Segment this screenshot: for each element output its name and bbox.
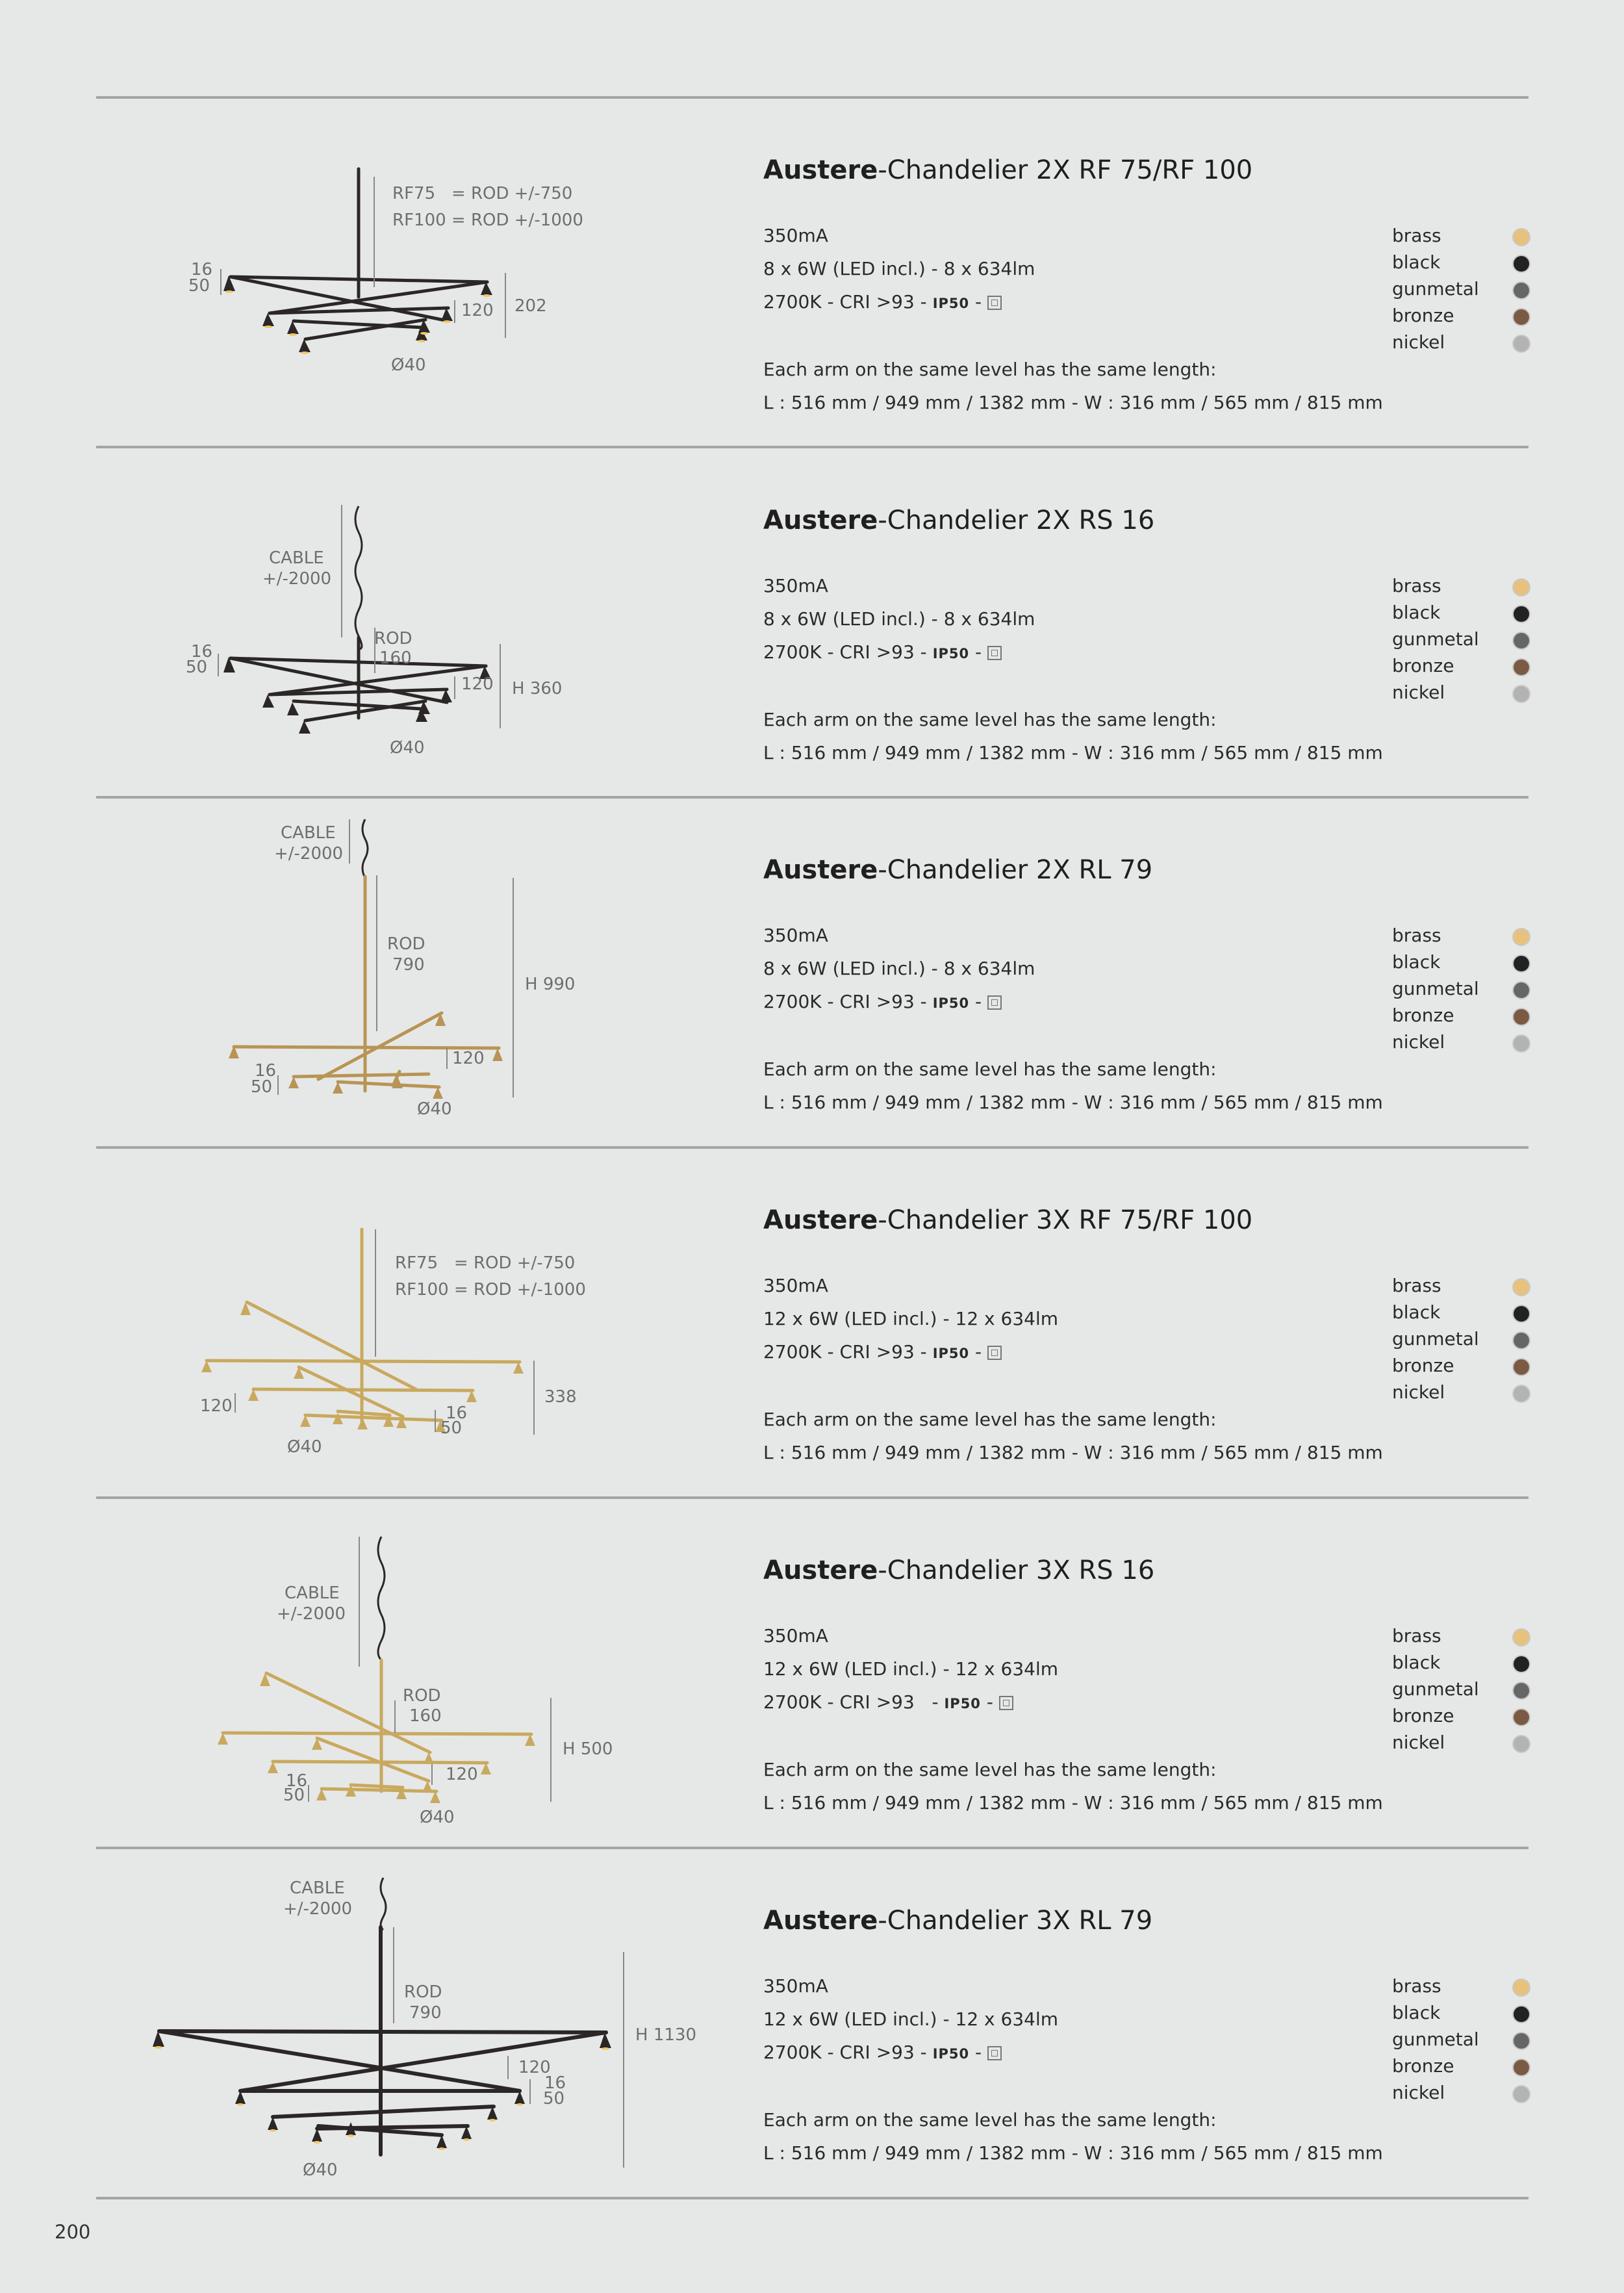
black-swatch (1512, 1655, 1530, 1673)
finish-gunmetal[interactable] (1392, 628, 1532, 654)
dim-label: 120 (518, 2058, 551, 2077)
finish-gunmetal[interactable] (1392, 1328, 1532, 1354)
product-drawing (0, 1149, 715, 1499)
ip-rating: IP50 (932, 995, 970, 1011)
dim-label: ROD (387, 934, 425, 954)
finish-label: black (1392, 951, 1441, 973)
product-title (763, 1906, 1152, 1936)
chandelier-2x-rl-drawing (0, 799, 715, 1149)
dim-label: Ø40 (287, 1437, 322, 1457)
product-section (0, 1499, 1624, 1849)
spec-note: Each arm on the same level has the same length: (763, 1409, 1217, 1430)
dim-label: CABLE (281, 823, 336, 843)
dim-label: 338 (544, 1387, 577, 1407)
finish-brass[interactable] (1392, 1975, 1532, 2001)
dim-label: 16 (446, 1403, 468, 1423)
nickel-swatch (1512, 685, 1530, 703)
finish-label: gunmetal (1392, 628, 1479, 650)
finish-label: black (1392, 251, 1441, 273)
spec-color-temp (763, 291, 1002, 313)
finish-nickel[interactable] (1392, 682, 1532, 708)
finish-label: bronze (1392, 1705, 1454, 1726)
dim-label: H 1130 (635, 2025, 696, 2045)
spec-cri: 2700K - CRI >93 - (763, 641, 933, 663)
brand-name: Austere (763, 155, 878, 185)
finish-gunmetal[interactable] (1392, 2029, 1532, 2055)
dim-label: CABLE (285, 1583, 340, 1603)
finish-label: brass (1392, 575, 1441, 596)
brand-name: Austere (763, 1906, 878, 1936)
product-title (763, 855, 1152, 885)
dim-label: Ø40 (303, 2160, 338, 2180)
product-title (763, 1205, 1252, 1235)
spec-current: 350mA (763, 1275, 828, 1296)
finish-bronze[interactable] (1392, 1705, 1532, 1731)
finish-nickel[interactable] (1392, 1732, 1532, 1758)
spec-note: Each arm on the same level has the same length: (763, 2109, 1217, 2131)
class-ii-icon (987, 646, 1002, 660)
ip-rating: IP50 (932, 2046, 970, 2062)
product-info (763, 1499, 1413, 1849)
spec-power: 12 x 6W (LED incl.) - 12 x 634lm (763, 1658, 1059, 1680)
product-section (0, 1849, 1624, 2199)
brand-name: Austere (763, 1556, 878, 1585)
dim-label: +/-2000 (277, 1604, 346, 1624)
product-drawing (0, 1499, 715, 1849)
spec-cri: 2700K - CRI >93 - (763, 991, 933, 1012)
dim-label: Ø40 (420, 1808, 455, 1827)
spec-cri: 2700K - CRI >93 - (763, 1341, 933, 1363)
nickel-swatch (1512, 1735, 1530, 1753)
finish-label: bronze (1392, 655, 1454, 676)
dim-label: 16 (286, 1771, 308, 1791)
product-info (763, 1849, 1413, 2199)
black-swatch (1512, 954, 1530, 973)
model-name: -Chandelier 3X RS 16 (878, 1556, 1155, 1585)
finish-label: nickel (1392, 1381, 1445, 1403)
finish-label: brass (1392, 225, 1441, 246)
chandelier-2x-rf-drawing (0, 99, 715, 449)
product-section (0, 449, 1624, 799)
spec-power: 8 x 6W (LED incl.) - 8 x 634lm (763, 958, 1035, 979)
finish-nickel[interactable] (1392, 2082, 1532, 2108)
dim-label: +/-2000 (283, 1899, 353, 1919)
dim-label: 50 (186, 658, 208, 677)
nickel-swatch (1512, 1385, 1530, 1403)
gunmetal-swatch (1512, 1682, 1530, 1700)
dim-label: CABLE (290, 1878, 345, 1898)
brass-swatch (1512, 928, 1530, 946)
finish-label: nickel (1392, 331, 1445, 353)
spec-color-temp (763, 1691, 1013, 1713)
finish-label: black (1392, 1301, 1441, 1323)
model-name: -Chandelier 2X RS 16 (878, 506, 1155, 535)
finish-label: gunmetal (1392, 2029, 1479, 2050)
brass-swatch (1512, 228, 1530, 246)
product-section (0, 799, 1624, 1149)
dim-label: Ø40 (417, 1099, 452, 1119)
finish-gunmetal[interactable] (1392, 978, 1532, 1004)
finish-black[interactable] (1392, 602, 1532, 628)
product-drawing (0, 799, 715, 1149)
spec-dimensions: L : 516 mm / 949 mm / 1382 mm - W : 316 mm / 565 mm / 815 mm (763, 742, 1383, 763)
gunmetal-swatch (1512, 1331, 1530, 1350)
spec-dimensions: L : 516 mm / 949 mm / 1382 mm - W : 316 mm / 565 mm / 815 mm (763, 1792, 1383, 1813)
spec-current: 350mA (763, 1975, 828, 1997)
spec-note: Each arm on the same level has the same length: (763, 709, 1217, 730)
dim-label: ROD (404, 1982, 442, 2002)
black-swatch (1512, 605, 1530, 623)
chandelier-2x-rs-drawing (0, 449, 715, 799)
dim-label: 120 (452, 1049, 485, 1068)
model-name: -Chandelier 2X RF 75/RF 100 (878, 155, 1253, 185)
dim-label: 50 (188, 276, 210, 296)
finish-brass[interactable] (1392, 1275, 1532, 1301)
finish-nickel[interactable] (1392, 1381, 1532, 1407)
finish-black[interactable] (1392, 251, 1532, 277)
dim-label: 790 (409, 2003, 442, 2023)
finish-label: gunmetal (1392, 1328, 1479, 1350)
class-ii-icon (987, 2046, 1002, 2060)
dim-label: 16 (191, 642, 213, 661)
finish-label: nickel (1392, 1031, 1445, 1053)
finish-bronze[interactable] (1392, 1005, 1532, 1031)
brand-name: Austere (763, 1205, 878, 1235)
spec-cri: 2700K - CRI >93 - (763, 2042, 933, 2063)
finish-nickel[interactable] (1392, 1031, 1532, 1057)
dim-label: +/-2000 (262, 569, 332, 589)
finish-label: black (1392, 1652, 1441, 1673)
spec-cri: 2700K - CRI >93 - (763, 291, 933, 313)
product-info (763, 1149, 1413, 1499)
dim-label: ROD (374, 629, 412, 648)
bronze-swatch (1512, 658, 1530, 676)
finish-label: bronze (1392, 1355, 1454, 1376)
finish-label: brass (1392, 1625, 1441, 1646)
spec-dimensions: L : 516 mm / 949 mm / 1382 mm - W : 316 mm / 565 mm / 815 mm (763, 2142, 1383, 2164)
dim-label: 120 (446, 1765, 478, 1784)
class-ii-icon (987, 296, 1002, 310)
bronze-swatch (1512, 1708, 1530, 1726)
finish-gunmetal[interactable] (1392, 278, 1532, 304)
black-swatch (1512, 255, 1530, 273)
finish-label: nickel (1392, 2082, 1445, 2103)
model-name: -Chandelier 2X RL 79 (878, 855, 1153, 885)
product-info (763, 449, 1413, 799)
bronze-swatch (1512, 1008, 1530, 1026)
brass-swatch (1512, 578, 1530, 596)
dim-label: 50 (283, 1786, 305, 1805)
spec-color-temp (763, 641, 1002, 663)
finish-black[interactable] (1392, 1652, 1532, 1678)
spec-separator: - (969, 991, 988, 1012)
product-title (763, 1556, 1154, 1585)
finish-label: gunmetal (1392, 978, 1479, 999)
spec-power: 12 x 6W (LED incl.) - 12 x 634lm (763, 2008, 1059, 2030)
spec-separator: - (980, 1691, 999, 1713)
finish-bronze[interactable] (1392, 655, 1532, 681)
spec-separator: - (969, 641, 988, 663)
finish-label: brass (1392, 925, 1441, 946)
spec-power: 12 x 6W (LED incl.) - 12 x 634lm (763, 1308, 1059, 1329)
dim-label: +/-2000 (274, 844, 344, 864)
black-swatch (1512, 2005, 1530, 2023)
product-drawing (0, 99, 715, 449)
dim-label: H 990 (525, 975, 576, 994)
spec-power: 8 x 6W (LED incl.) - 8 x 634lm (763, 608, 1035, 630)
spec-current: 350mA (763, 225, 828, 246)
finish-label: brass (1392, 1275, 1441, 1296)
black-swatch (1512, 1305, 1530, 1323)
class-ii-icon (987, 995, 1002, 1010)
brass-swatch (1512, 1628, 1530, 1646)
spec-current: 350mA (763, 925, 828, 946)
finish-label: black (1392, 602, 1441, 623)
product-info (763, 99, 1413, 449)
ip-rating: IP50 (932, 296, 970, 311)
nickel-swatch (1512, 1034, 1530, 1053)
dim-label: RF100 = ROD +/-1000 (395, 1280, 586, 1300)
dim-label: Ø40 (390, 738, 425, 758)
finish-nickel[interactable] (1392, 331, 1532, 357)
spec-power: 8 x 6W (LED incl.) - 8 x 634lm (763, 258, 1035, 279)
product-title (763, 506, 1154, 535)
product-drawing (0, 449, 715, 799)
dim-label: 50 (251, 1077, 273, 1097)
bronze-swatch (1512, 1358, 1530, 1376)
spec-note: Each arm on the same level has the same length: (763, 1759, 1217, 1780)
product-section (0, 99, 1624, 449)
dim-label: 50 (440, 1418, 463, 1438)
dim-label: 16 (544, 2073, 566, 2093)
ip-rating: IP50 (944, 1696, 981, 1711)
class-ii-icon (999, 1696, 1013, 1710)
bronze-swatch (1512, 2058, 1530, 2077)
finish-label: black (1392, 2002, 1441, 2023)
brand-name: Austere (763, 855, 878, 885)
dim-label: Ø40 (391, 355, 426, 375)
finish-label: bronze (1392, 305, 1454, 326)
model-name: -Chandelier 3X RF 75/RF 100 (878, 1205, 1253, 1235)
spec-color-temp (763, 991, 1002, 1012)
spec-note: Each arm on the same level has the same length: (763, 1058, 1217, 1080)
dim-label: H 360 (512, 679, 563, 698)
spec-separator: - (969, 1341, 988, 1363)
spec-separator: - (969, 291, 988, 313)
dim-label: RF75 = ROD +/-750 (392, 184, 573, 203)
dim-label: 160 (409, 1706, 442, 1726)
gunmetal-swatch (1512, 281, 1530, 300)
finish-brass[interactable] (1392, 225, 1532, 251)
ip-rating: IP50 (932, 1346, 970, 1361)
finish-black[interactable] (1392, 951, 1532, 977)
dim-label: ROD (403, 1686, 441, 1706)
chandelier-3x-rs-drawing (0, 1499, 715, 1849)
finish-label: gunmetal (1392, 1678, 1479, 1700)
spec-note: Each arm on the same level has the same length: (763, 359, 1217, 380)
dim-label: 120 (200, 1396, 233, 1416)
dim-label: 16 (191, 260, 213, 279)
finish-bronze[interactable] (1392, 2055, 1532, 2081)
gunmetal-swatch (1512, 981, 1530, 999)
product-section (0, 1149, 1624, 1499)
dim-label: 202 (514, 296, 547, 316)
finish-label: nickel (1392, 1732, 1445, 1753)
nickel-swatch (1512, 2085, 1530, 2103)
dim-label: 50 (543, 2089, 565, 2108)
finish-label: brass (1392, 1975, 1441, 1997)
gunmetal-swatch (1512, 632, 1530, 650)
finish-label: bronze (1392, 1005, 1454, 1026)
dim-label: 120 (461, 301, 494, 320)
spec-color-temp (763, 1341, 1002, 1363)
finish-label: nickel (1392, 682, 1445, 703)
dim-label: H 500 (563, 1739, 613, 1759)
spec-color-temp (763, 2042, 1002, 2063)
dim-label: 16 (255, 1061, 277, 1081)
finish-black[interactable] (1392, 2002, 1532, 2028)
dim-label: CABLE (269, 548, 324, 568)
spec-separator: - (969, 2042, 988, 2063)
brass-swatch (1512, 1278, 1530, 1296)
finish-gunmetal[interactable] (1392, 1678, 1532, 1704)
finish-bronze[interactable] (1392, 305, 1532, 331)
product-drawing (0, 1849, 715, 2199)
spec-current: 350mA (763, 1625, 828, 1646)
finish-brass[interactable] (1392, 1625, 1532, 1651)
spec-dimensions: L : 516 mm / 949 mm / 1382 mm - W : 316 mm / 565 mm / 815 mm (763, 1092, 1383, 1113)
product-title (763, 155, 1252, 185)
page-number: 200 (55, 2221, 91, 2243)
dim-label: RF100 = ROD +/-1000 (392, 211, 583, 230)
class-ii-icon (987, 1346, 1002, 1360)
dim-label: 120 (461, 674, 494, 694)
brass-swatch (1512, 1979, 1530, 1997)
product-info (763, 799, 1413, 1149)
spec-dimensions: L : 516 mm / 949 mm / 1382 mm - W : 316 mm / 565 mm / 815 mm (763, 392, 1383, 413)
bronze-swatch (1512, 308, 1530, 326)
chandelier-3x-rf-drawing (0, 1149, 715, 1499)
finish-label: gunmetal (1392, 278, 1479, 300)
model-name: -Chandelier 3X RL 79 (878, 1906, 1153, 1936)
finish-brass[interactable] (1392, 925, 1532, 951)
finish-black[interactable] (1392, 1301, 1532, 1327)
finish-label: bronze (1392, 2055, 1454, 2077)
dim-label: 790 (392, 955, 425, 975)
dim-label: 160 (379, 648, 412, 668)
ip-rating: IP50 (932, 646, 970, 661)
spec-cri: 2700K - CRI >93 - (763, 1691, 945, 1713)
spec-dimensions: L : 516 mm / 949 mm / 1382 mm - W : 316 mm / 565 mm / 815 mm (763, 1442, 1383, 1463)
finish-brass[interactable] (1392, 575, 1532, 601)
brand-name: Austere (763, 506, 878, 535)
spec-current: 350mA (763, 575, 828, 596)
gunmetal-swatch (1512, 2032, 1530, 2050)
dim-label: RF75 = ROD +/-750 (395, 1253, 576, 1273)
nickel-swatch (1512, 335, 1530, 353)
chandelier-3x-rl-drawing (0, 1849, 715, 2199)
finish-bronze[interactable] (1392, 1355, 1532, 1381)
